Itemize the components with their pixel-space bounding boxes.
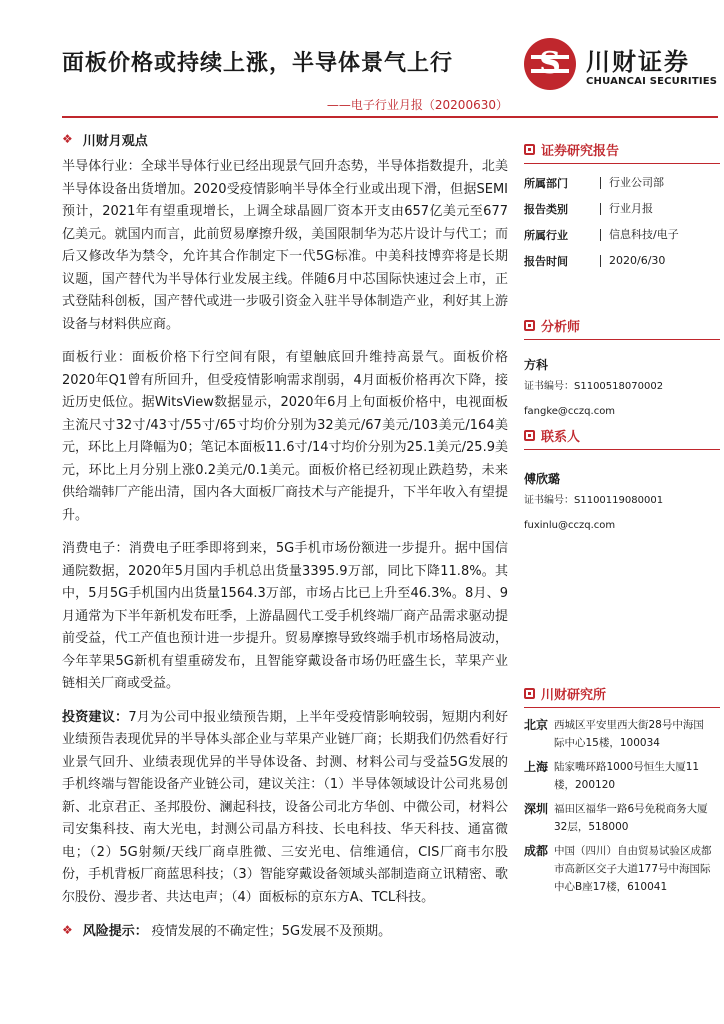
contact-name: 傅欣璐 [524, 472, 561, 486]
contact-cert: 证书编号：S1100119080001 [524, 495, 664, 506]
institute-block [524, 684, 720, 896]
institute-heading: 川财研究所 [524, 684, 720, 708]
square-bullet-icon [524, 430, 535, 441]
paragraph-investment [62, 707, 508, 910]
main-content [62, 126, 508, 939]
contact-block [524, 426, 720, 531]
logo-chinese-name: 川财证券 [586, 48, 690, 76]
risk-label: 风险提示： [82, 924, 148, 939]
analyst-cert: 证书编号：S1100518070002 [524, 381, 664, 392]
logo-mark-icon: S [524, 38, 576, 90]
office-beijing: 北京 西城区平安里西大街28号中海国际中心15楼，100034 [524, 718, 704, 749]
section-heading [62, 128, 508, 150]
diamond-bullet-icon: ❖ [62, 922, 73, 937]
analyst-block [524, 316, 720, 417]
section-heading-text: 川财月观点 [82, 133, 148, 149]
office-shenzhen: 深圳 福田区福华一路6号免税商务大厦32层，518000 [524, 802, 708, 833]
header-divider [62, 116, 718, 118]
investment-label: 投资建议： [62, 709, 129, 725]
info-row-category: 报告类别 行业月报 [524, 202, 653, 216]
diamond-bullet-icon: ❖ [62, 132, 73, 146]
report-info-block [524, 140, 720, 274]
contact-heading: 联系人 [524, 426, 720, 450]
info-row-department: 所属部门 行业公司部 [524, 176, 664, 190]
square-bullet-icon [524, 688, 535, 699]
risk-text: 疫情发展的不确定性；5G发展不及预期。 [151, 924, 392, 939]
logo-english-name: CHUANCAI SECURITIES [586, 76, 718, 87]
square-bullet-icon [524, 320, 535, 331]
info-row-date: 报告时间 2020/6/30 [524, 254, 666, 268]
company-logo [524, 38, 720, 94]
office-chengdu: 成都 中国（四川）自由贸易试验区成都市高新区交子大道177号中海国际中心B座17楼，610041 [524, 844, 712, 893]
office-shanghai: 上海 陆家嘴环路1000号恒生大厦11楼，200120 [524, 760, 700, 791]
report-title: 面板价格或持续上涨，半导体景气上行 [62, 51, 454, 76]
analyst-email[interactable]: fangke@cczq.com [524, 406, 616, 417]
report-subtitle: ——电子行业月报（20200630） [326, 98, 508, 112]
analyst-heading: 分析师 [524, 316, 720, 340]
risk-warning [62, 920, 508, 939]
investment-text: 7月为公司中报业绩预告期，上半年受疫情影响较弱，短期内利好业绩预告表现优异的半导体头部企业与苹果产业链厂商；长期我们仍然看好行业景气回升、业绩表现优异的半导体设备、封测、材料公司与受益5G发展的手机终端与智能设备产业链公司，建议关注：（1）半导体领域设计公司兆易创新、北京君正、圣邦股份、澜起科技，设备公司北方华创、中微公司，材料公司安集科技、南大光电，封测公司晶方科技、长电科技、华天科技、通富微电；（2）5G射频/天线厂商卓胜微、三安光电、信维通信，CIS厂商韦尔股份，手机背板厂商蓝思科技；（3）智能穿戴设备领域头部制造商立讯精密、歌尔股份、漫步者、共达电声；（4）面板标的京东方A、TCL科技。 [62, 709, 508, 905]
report-info-heading: 证券研究报告 [524, 140, 720, 164]
paragraph-semiconductor: 半导体行业：全球半导体行业已经出现景气回升态势，半导体指数提升，北美半导体设备出货增加。2020受疫情影响半导体全行业或出现下滑，但据SEMI预计，2021年有望重现增长，上调全球晶圆厂资本开支由657亿美元至677亿美元。就国内而言，此前贸易摩擦升级，美国限制华为芯片设计与代工；而后又修改华为禁令，允许其合作制定下一代5G标准。中美科技博弈将是长期议题，国产替代为半导体行业发展主线。伴随6月中芯国际快速过会上市，正式登陆科创板，国产替代或进一步吸引资金入驻半导体制造产业，利好其上游设备与材料供应商。 [62, 159, 508, 332]
paragraph-consumer-electronics: 消费电子：消费电子旺季即将到来，5G手机市场份额进一步提升。据中国信通院数据，2020年5月国内手机总出货量3395.9万部，同比下降11.8%。其中，5月5G手机国内出货量1564.3万部，市场占比已上升至46.3%。8月、9月通常为下半年新机发布旺季，上游晶圆代工受手机终端厂商产品需求驱动提前受益，代工产值也预计进一步提升。贸易摩擦导致终端手机市场格局波动，今年苹果5G新机有望重磅发布，且智能穿戴设备市场仍旺盛生长，苹果产业链相关厂商或受益。 [62, 541, 508, 691]
square-bullet-icon [524, 144, 535, 155]
info-row-industry: 所属行业 信息科技/电子 [524, 228, 679, 242]
contact-email[interactable]: fuxinlu@cczq.com [524, 520, 616, 531]
paragraph-panel: 面板行业：面板价格下行空间有限，有望触底回升维持高景气。面板价格2020年Q1曾有所回升，但受疫情影响需求削弱，4月面板价格再次下降，接近历史低位。据WitsView数据显示，2020年6月上旬面板价格中，电视面板主流尺寸32寸/43寸/55寸/65寸均价分别为32美元/67美元/103美元/164美元，环比上月降幅为0；笔记本面板11.6寸/14寸均价分别为25.1美元/25.9美元，环比上月分别上涨0.2美元/0.1美元。面板价格已经初现止跌趋势，未来供给端韩厂产能出清，国内各大面板厂商技术与产能提升，下半年收入有望提升。 [62, 350, 508, 523]
analyst-name: 方科 [524, 358, 549, 372]
